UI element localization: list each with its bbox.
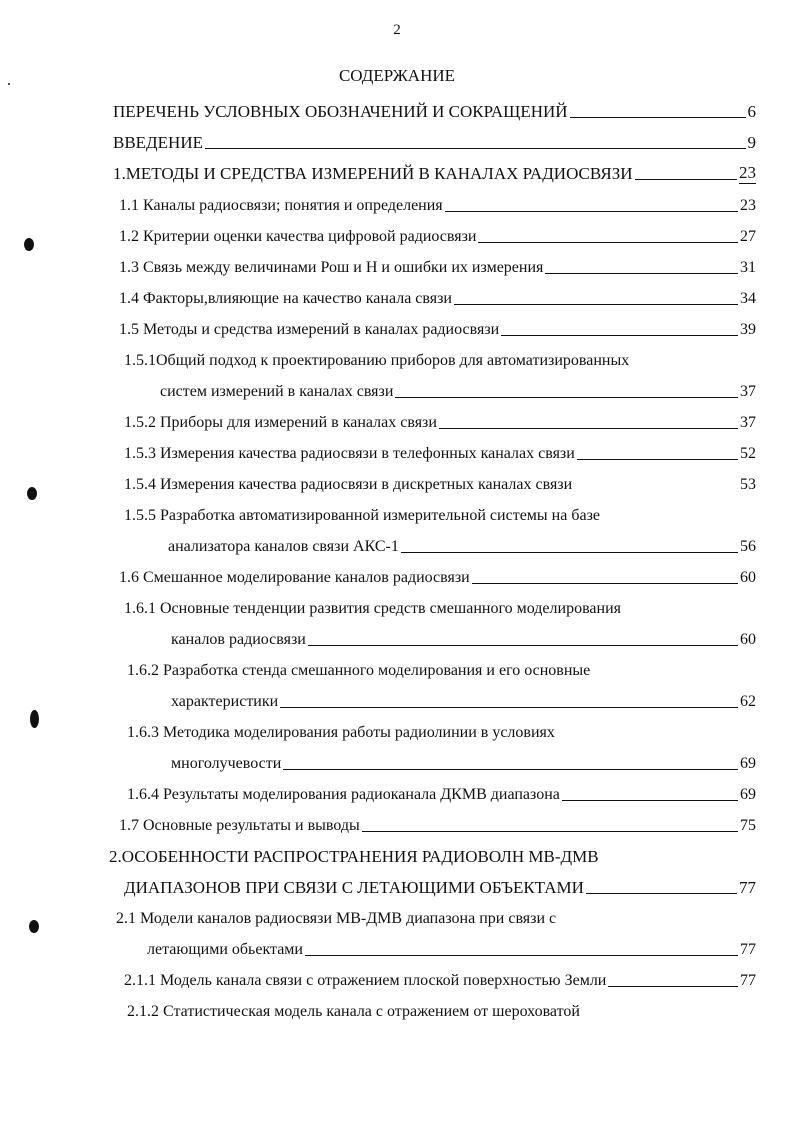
toc-entry-page: 31 xyxy=(740,259,756,276)
toc-entry xyxy=(124,442,756,464)
toc-entry-text: 1.6.3 Методика моделирования работы радиолинии в условиях xyxy=(127,724,555,741)
toc-entry xyxy=(124,597,756,619)
toc-entry-text: каналов радиосвязи xyxy=(171,631,306,648)
toc-entry xyxy=(127,659,756,681)
toc-entry xyxy=(119,225,756,247)
toc-leader xyxy=(577,459,738,460)
toc-entry-text: 1.5.3 Измерения качества радиосвязи в телефонных каналах связи xyxy=(124,445,575,462)
toc-entry-text: летающими обьектами xyxy=(147,941,303,958)
toc-entry xyxy=(124,876,756,898)
toc-entry-page: 77 xyxy=(740,941,756,958)
toc-entry-text: 2.1.1 Модель канала связи с отражением плоской поверхностью Земли xyxy=(124,972,607,989)
toc-leader xyxy=(280,707,738,708)
toc-entry-page: 37 xyxy=(740,414,756,431)
toc-entry-text: ВВЕДЕНИЕ xyxy=(113,133,203,152)
toc-leader xyxy=(472,583,738,584)
toc-leader xyxy=(545,273,738,274)
toc-entry-text: 1.МЕТОДЫ И СРЕДСТВА ИЗМЕРЕНИЙ В КАНАЛАХ РАДИОСВЯЗИ xyxy=(113,164,633,183)
toc-entry-text: 1.5.4 Измерения качества радиосвязи в дискретных каналах связи xyxy=(124,476,573,493)
scan-speck xyxy=(29,920,39,933)
toc-entry-text: 1.7 Основные результаты и выводы xyxy=(119,817,360,834)
toc-entry xyxy=(147,938,756,960)
toc-entry-text: анализатора каналов связи АКС-1 xyxy=(168,538,399,555)
toc-entry xyxy=(171,628,756,650)
toc-leader xyxy=(308,645,738,646)
toc-entry xyxy=(116,907,756,929)
toc-entry-page: 77 xyxy=(739,878,756,897)
toc-leader xyxy=(635,179,737,180)
toc-entry-text: ПЕРЕЧЕНЬ УСЛОВНЫХ ОБОЗНАЧЕНИЙ И СОКРАЩЕНИЙ xyxy=(113,102,568,121)
toc-entry xyxy=(119,287,756,309)
toc-entry-page: 6 xyxy=(747,102,756,121)
toc-entry xyxy=(160,380,756,402)
toc-entry-text: 1.5.5 Разработка автоматизированной измерительной системы на базе xyxy=(124,507,600,524)
toc-leader xyxy=(305,955,738,956)
toc-leader xyxy=(283,769,738,770)
scan-speck xyxy=(24,238,34,251)
toc-leader xyxy=(205,148,746,149)
toc-entry-page: 56 xyxy=(740,538,756,555)
toc-entry xyxy=(124,504,756,526)
toc-entry-page: 69 xyxy=(740,755,756,772)
toc-entry-text: 1.5.2 Приборы для измерений в каналах связи xyxy=(124,414,437,431)
toc-entry-page: 23 xyxy=(739,163,756,182)
toc-entry-text: 2.ОСОБЕННОСТИ РАСПРОСТРАНЕНИЯ РАДИОВОЛН МВ-ДМВ xyxy=(109,847,599,866)
toc-leader xyxy=(445,211,738,212)
toc-entry-text: систем измерений в каналах связи xyxy=(160,383,394,400)
toc-leader xyxy=(570,117,746,118)
toc-entry-text: 2.1 Модели каналов радиосвязи МВ-ДМВ диапазона при связи с xyxy=(116,910,557,927)
toc-entry-page: 34 xyxy=(740,290,756,307)
toc-leader xyxy=(608,986,738,987)
toc-entry-page: 9 xyxy=(747,133,756,152)
toc-entry-page: 77 xyxy=(740,972,756,989)
toc-leader xyxy=(439,428,738,429)
toc-entry-text: 1.6.2 Разработка стенда смешанного моделирования и его основные xyxy=(127,662,591,679)
toc-entry-text: 1.2 Критерии оценки качества цифровой радиосвязи xyxy=(119,228,477,245)
toc-entry-page: 39 xyxy=(740,321,756,338)
toc-entry xyxy=(124,969,756,991)
toc-entry xyxy=(113,131,756,153)
toc-entry xyxy=(113,100,756,122)
scan-speck xyxy=(27,487,37,500)
toc-entry-page: 60 xyxy=(740,631,756,648)
toc-entry-text: 1.6.4 Результаты моделирования радиоканала ДКМВ диапазона xyxy=(127,786,560,803)
toc-title: СОДЕРЖАНИЕ xyxy=(338,66,456,85)
toc-entry-text: 1.6.1 Основные тенденции развития средств смешанного моделирования xyxy=(124,600,621,617)
toc-entry-page: 52 xyxy=(740,445,756,462)
toc-entry xyxy=(119,318,756,340)
toc-entry-text: 1.5 Методы и средства измерений в каналах радиосвязи xyxy=(119,321,500,338)
toc-entry xyxy=(109,845,756,867)
toc-entry-page: 23 xyxy=(740,197,756,214)
toc-entry-page: 69 xyxy=(740,786,756,803)
toc-leader xyxy=(401,552,738,553)
toc-entry-page: 62 xyxy=(740,693,756,710)
toc-entry-page: 53 xyxy=(740,476,756,493)
toc-entry xyxy=(119,566,756,588)
toc-entry-text: характеристики xyxy=(171,693,279,710)
toc-entry-page: 37 xyxy=(740,383,756,400)
toc-entry xyxy=(127,783,756,805)
toc-entry xyxy=(119,194,756,216)
toc-leader xyxy=(362,831,738,832)
toc-entry-text: 1.6 Смешанное моделирование каналов радиосвязи xyxy=(119,569,470,586)
toc-entry-page: 75 xyxy=(740,817,756,834)
toc-entry xyxy=(127,1000,756,1022)
toc-entry xyxy=(168,535,756,557)
toc-entry-text: 1.3 Связь между величинами Рош и Н и ошибки их измерения xyxy=(119,259,544,276)
toc-leader xyxy=(395,397,738,398)
toc-entry-text: 1.4 Факторы,влияющие на качество канала связи xyxy=(119,290,452,307)
toc-entry xyxy=(124,349,756,371)
toc-entry xyxy=(127,721,756,743)
page-number: 2 xyxy=(393,22,401,38)
toc-leader xyxy=(478,242,738,243)
toc-leader xyxy=(454,304,738,305)
toc-entry-text: 2.1.2 Статистическая модель канала с отражением от шероховатой xyxy=(127,1003,580,1020)
scan-speck xyxy=(30,710,39,728)
toc-entry-page: 60 xyxy=(740,569,756,586)
scan-speck xyxy=(8,83,10,85)
toc-entry xyxy=(171,752,756,774)
toc-entry-page: 27 xyxy=(740,228,756,245)
toc-entry-text: 1.1 Каналы радиосвязи; понятия и определения xyxy=(119,197,443,214)
toc-entry xyxy=(119,814,756,836)
toc-leader xyxy=(501,335,738,336)
toc-entry-text: многолучевости xyxy=(171,755,282,772)
toc-leader xyxy=(562,800,738,801)
toc-entry-text: ДИАПАЗОНОВ ПРИ СВЯЗИ С ЛЕТАЮЩИМИ ОБЪЕКТАМИ xyxy=(124,878,584,897)
toc-entry xyxy=(119,256,756,278)
toc-entry xyxy=(171,690,756,712)
toc-entry xyxy=(124,411,756,433)
toc-entry xyxy=(113,162,756,184)
toc-leader xyxy=(586,893,737,894)
toc-entry xyxy=(124,473,756,495)
toc-entry-text: 1.5.1Общий подход к проектированию приборов для автоматизированных xyxy=(124,352,630,369)
